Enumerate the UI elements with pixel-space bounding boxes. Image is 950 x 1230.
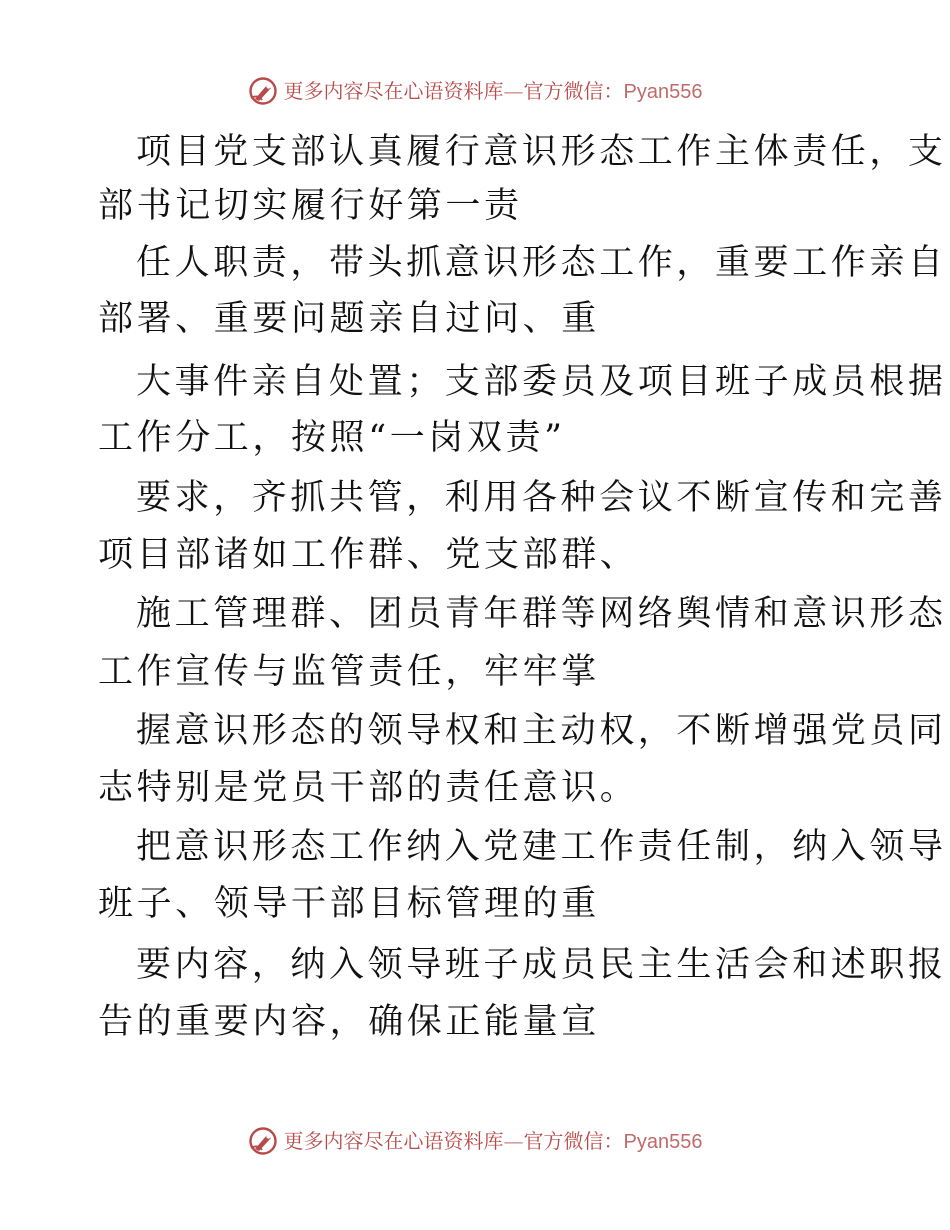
pen-nib-logo-icon <box>248 76 278 106</box>
paragraph-1-line-2: 部书记切实履行好第一责 <box>98 186 523 226</box>
paragraph-7-line-2: 班子、领导干部目标管理的重 <box>98 884 600 924</box>
paragraph-5-line-1: 施工管理群、团员青年群等网络舆情和意识形态 <box>136 594 947 634</box>
watermark-label: 官方微信： <box>523 1128 624 1153</box>
watermark-id: Pyan556 <box>623 1130 703 1153</box>
watermark-dash: — <box>503 78 524 103</box>
paragraph-7-line-1: 把意识形态工作纳入党建工作责任制，纳入领导 <box>136 827 947 867</box>
pen-nib-logo-icon <box>248 1126 278 1156</box>
paragraph-2-line-1: 任人职责，带头抓意识形态工作，重要工作亲自 <box>136 243 947 283</box>
paragraph-1-line-1: 项目党支部认真履行意识形态工作主体责任，支 <box>136 132 947 172</box>
paragraph-5-line-2: 工作宣传与监管责任，牢牢掌 <box>98 652 600 692</box>
watermark-label: 官方微信： <box>523 78 624 103</box>
paragraph-2-line-2: 部署、重要问题亲自过问、重 <box>98 299 600 339</box>
footer-watermark <box>0 1121 950 1161</box>
paragraph-8-line-2: 告的重要内容，确保正能量宣 <box>98 1002 600 1042</box>
watermark-main-text: 更多内容尽在心语资料库 <box>283 1128 504 1153</box>
watermark-dash: — <box>503 1128 524 1153</box>
paragraph-4-line-1: 要求，齐抓共管，利用各种会议不断宣传和完善 <box>136 478 947 518</box>
watermark-id: Pyan556 <box>623 80 703 103</box>
paragraph-6-line-2: 志特别是党员干部的责任意识。 <box>98 768 639 808</box>
paragraph-3-line-1: 大事件亲自处置；支部委员及项目班子成员根据 <box>136 362 947 402</box>
paragraph-8-line-1: 要内容，纳入领导班子成员民主生活会和述职报 <box>136 945 947 985</box>
header-watermark <box>0 71 950 111</box>
paragraph-3-line-2: 工作分工，按照“一岗双责” <box>98 418 566 458</box>
paragraph-6-line-1: 握意识形态的领导权和主动权，不断增强党员同 <box>136 711 947 751</box>
paragraph-4-line-2: 项目部诸如工作群、党支部群、 <box>98 535 639 575</box>
watermark-main-text: 更多内容尽在心语资料库 <box>283 78 504 103</box>
